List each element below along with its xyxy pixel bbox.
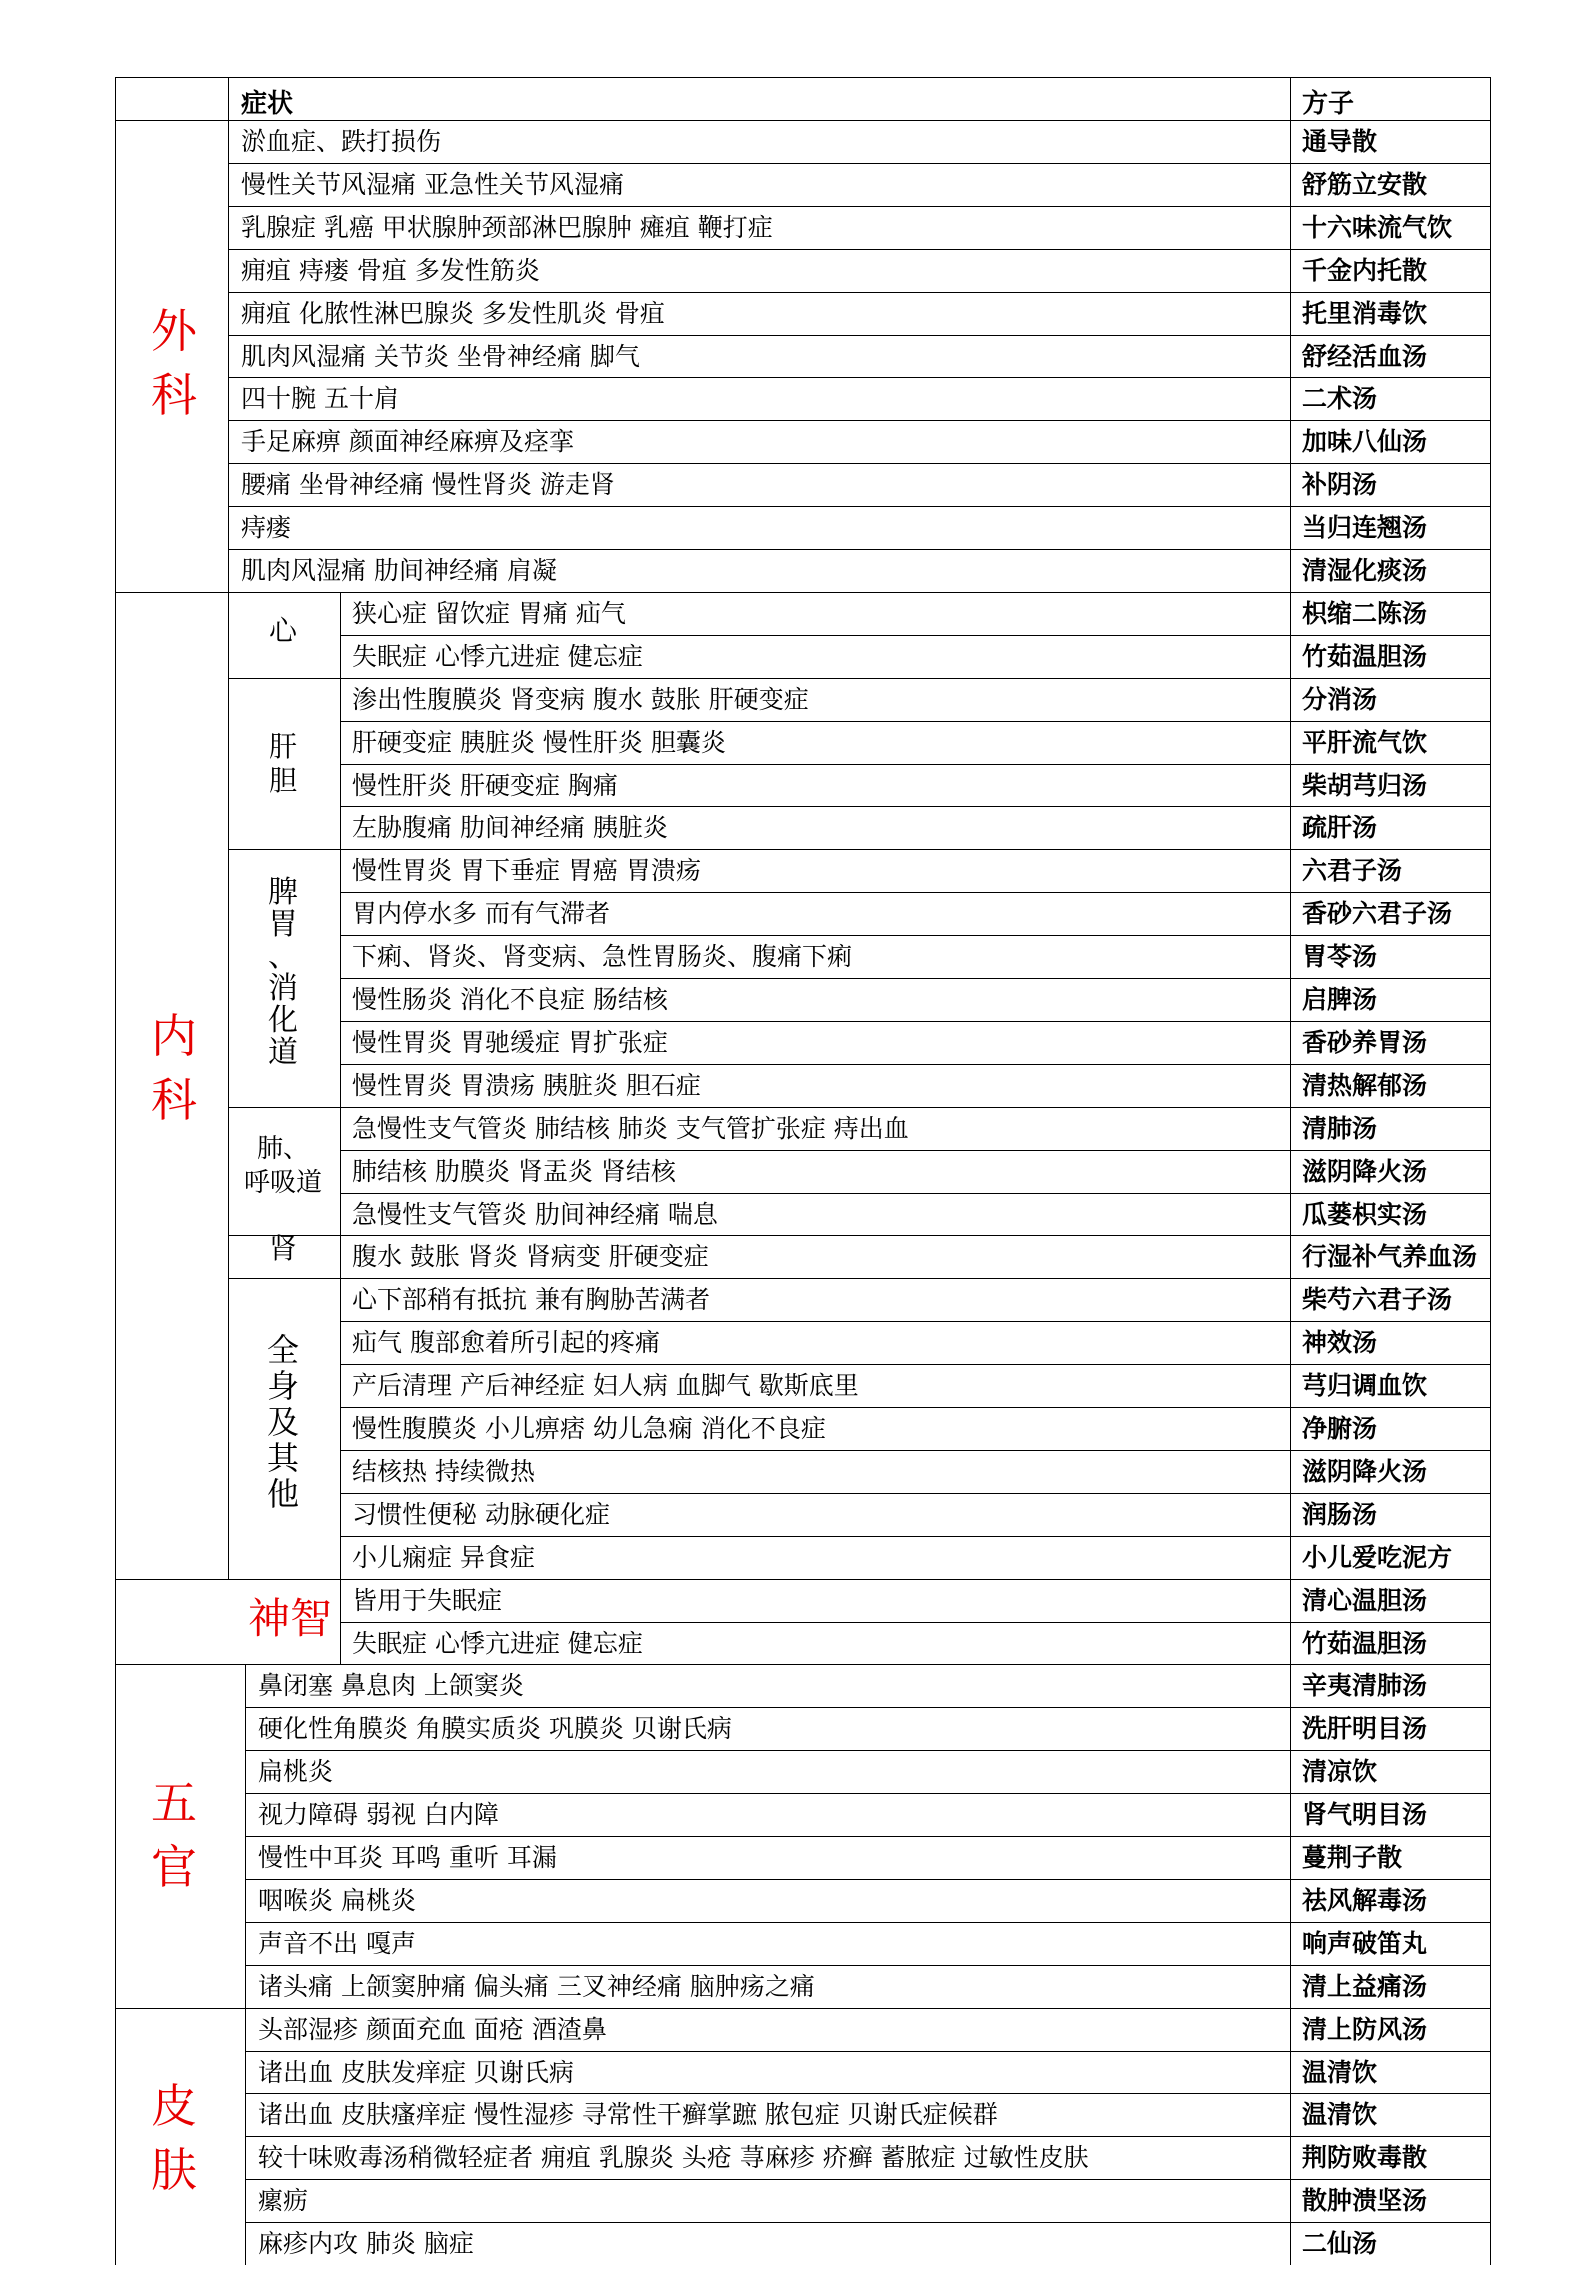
category-pifu: 皮 肤 (151, 2079, 197, 2197)
prescription-cell: 芎归调血饮 (1302, 1371, 1428, 1401)
grid-line (228, 292, 1490, 293)
symptom-cell: 急慢性支气管炎 肋间神经痛 喘息 (352, 1199, 718, 1229)
symptom-cell: 慢性关节风湿痛 亚急性关节风湿痛 (241, 169, 624, 199)
grid-line (245, 1836, 1490, 1837)
symptom-cell: 麻疹内攻 肺炎 脑症 (258, 2229, 474, 2259)
symptom-cell: 视力障碍 弱视 白内障 (258, 1800, 499, 1830)
symptom-cell: 左胁腹痛 肋间神经痛 胰脏炎 (352, 813, 668, 843)
symptom-cell: 腹水 鼓胀 肾炎 肾病变 肝硬变症 (352, 1242, 709, 1272)
prescription-cell: 蔓荆子散 (1302, 1843, 1403, 1872)
grid-line (340, 1536, 1490, 1537)
prescription-cell: 加味八仙汤 (1302, 427, 1428, 457)
prescription-cell: 十六味流气饮 (1302, 212, 1453, 242)
symptom-cell: 肺结核 肋膜炎 肾盂炎 肾结核 (352, 1156, 676, 1186)
symptom-cell: 头部湿疹 颜面充血 面疮 酒渣鼻 (258, 2014, 607, 2044)
grid-line (340, 1021, 1490, 1022)
prescription-cell: 当归连翘汤 (1302, 513, 1428, 543)
grid-line (245, 1879, 1490, 1880)
grid-line (115, 1664, 1490, 1665)
grid-line (245, 1664, 246, 2265)
grid-line (1290, 77, 1291, 2265)
prescription-cell: 温清饮 (1302, 2057, 1378, 2087)
symptom-cell: 痔瘘 (241, 513, 292, 543)
prescription-cell: 清上益痛汤 (1302, 1971, 1428, 2001)
subcategory-fei: 肺、 呼吸道 (243, 1134, 322, 1198)
prescription-header: 方子 (1302, 89, 1355, 119)
prescription-cell: 辛夷清肺汤 (1302, 1671, 1428, 1701)
prescription-cell: 香砂养胃汤 (1302, 1027, 1428, 1057)
grid-line (340, 1407, 1490, 1408)
symptom-cell: 胃内停水多 而有气滞者 (352, 899, 610, 929)
symptom-cell: 咽喉炎 扁桃炎 (258, 1885, 416, 1915)
grid-line (115, 77, 1490, 78)
prescription-cell: 温清饮 (1302, 2100, 1378, 2130)
subcategory-quanshen: 全 身 及 其 他 (266, 1331, 299, 1513)
prescription-cell: 通导散 (1302, 127, 1378, 156)
symptom-cell: 硬化性角膜炎 角膜实质炎 巩膜炎 贝谢氏病 (258, 1714, 732, 1744)
prescription-cell: 分消汤 (1302, 684, 1378, 714)
grid-line (340, 721, 1490, 722)
symptom-cell: 慢性腹膜炎 小儿痹痞 幼儿急痫 消化不良症 (352, 1414, 826, 1443)
symptom-cell: 慢性肠炎 消化不良症 肠结核 (352, 985, 668, 1014)
grid-line (228, 506, 1490, 507)
grid-line (228, 1278, 1490, 1279)
symptom-header: 症状 (241, 89, 294, 119)
prescription-cell: 洗肝明目汤 (1302, 1714, 1428, 1744)
prescription-cell: 散肿溃坚汤 (1302, 2186, 1428, 2216)
grid-line (115, 592, 1490, 593)
grid-line (340, 1064, 1490, 1065)
prescription-cell: 神效汤 (1302, 1328, 1378, 1358)
prescription-cell: 补阴汤 (1302, 470, 1378, 500)
prescription-cell: 响声破笛丸 (1302, 1928, 1428, 1958)
symptom-cell: 下痢、肾炎、肾变病、急性胃肠炎、腹痛下痢 (352, 942, 853, 972)
grid-line (245, 1965, 1490, 1966)
prescription-cell: 小儿爱吃泥方 (1302, 1542, 1453, 1572)
category-neike: 内 科 (151, 1009, 197, 1127)
grid-line (228, 463, 1490, 464)
symptom-cell: 渗出性腹膜炎 肾变病 腹水 鼓胀 肝硬变症 (352, 684, 809, 714)
prescription-cell: 香砂六君子汤 (1302, 899, 1453, 929)
symptom-cell: 扁桃炎 (258, 1757, 334, 1787)
symptom-cell: 淤血症、跌打损伤 (241, 127, 442, 156)
symptom-cell: 诸出血 皮肤瘙痒症 慢性湿疹 寻常性干癣掌蹠 脓包症 贝谢氏症候群 (258, 2100, 998, 2130)
symptom-cell: 肌肉风湿痛 肋间神经痛 肩凝 (241, 556, 557, 585)
symptom-cell: 瘰疬 (258, 2186, 309, 2216)
prescription-cell: 祛风解毒汤 (1302, 1885, 1428, 1915)
symptom-cell: 肌肉风湿痛 关节炎 坐骨神经痛 脚气 (241, 341, 640, 371)
grid-line (340, 1321, 1490, 1322)
grid-line (245, 1922, 1490, 1923)
grid-line (228, 549, 1490, 550)
prescription-cell: 柴芍六君子汤 (1302, 1285, 1453, 1315)
grid-line (115, 120, 1490, 121)
prescription-cell: 二术汤 (1302, 384, 1378, 414)
subcategory-xin: 心 (268, 614, 297, 647)
symptom-cell: 心下部稍有抵抗 兼有胸胁苦满者 (352, 1285, 710, 1315)
grid-line (340, 1193, 1490, 1194)
symptom-cell: 慢性胃炎 胃下垂症 胃癌 胃溃疡 (352, 856, 701, 886)
symptom-cell: 鼻闭塞 鼻息肉 上颌窦炎 (258, 1671, 524, 1701)
prescription-cell: 清肺汤 (1302, 1113, 1378, 1143)
prescription-cell: 清上防风汤 (1302, 2014, 1428, 2044)
prescription-cell: 竹茹温胆汤 (1302, 641, 1428, 671)
grid-line (228, 249, 1490, 250)
grid-line (228, 592, 229, 1579)
prescription-cell: 润肠汤 (1302, 1499, 1378, 1529)
grid-line (340, 1493, 1490, 1494)
prescription-cell: 舒经活血汤 (1302, 341, 1428, 371)
grid-line (228, 1107, 1490, 1108)
symptom-cell: 较十味败毒汤稍微轻症者 痈疽 乳腺炎 头疮 荨麻疹 疥癣 蓄脓症 过敏性皮肤 (258, 2143, 1089, 2173)
category-shenzhi: 神智 (247, 1594, 332, 1643)
prescription-cell: 净腑汤 (1302, 1414, 1378, 1443)
grid-line (1490, 77, 1491, 2265)
grid-line (245, 1793, 1490, 1794)
symptom-cell: 小儿痫症 异食症 (352, 1542, 535, 1572)
grid-line (228, 377, 1490, 378)
prescription-cell: 胃苓汤 (1302, 942, 1378, 972)
grid-line (228, 77, 229, 120)
symptom-cell: 痈疽 痔瘘 骨疽 多发性筋炎 (241, 255, 540, 285)
prescription-cell: 行湿补气养血汤 (1302, 1242, 1478, 1272)
prescription-cell: 瓜蒌枳实汤 (1302, 1199, 1428, 1229)
prescription-cell: 枳缩二陈汤 (1302, 598, 1428, 628)
grid-line (340, 592, 341, 1665)
grid-line (340, 1622, 1490, 1623)
symptom-cell: 痈疽 化脓性淋巴腺炎 多发性肌炎 骨疽 (241, 298, 665, 328)
symptom-cell: 诸头痛 上颌窦肿痛 偏头痛 三叉神经痛 脑肿疡之痛 (258, 1971, 815, 2001)
prescription-cell: 清凉饮 (1302, 1757, 1378, 1787)
grid-line (245, 2136, 1490, 2137)
prescription-cell: 肾气明目汤 (1302, 1800, 1428, 1830)
grid-line (340, 978, 1490, 979)
prescription-cell: 清热解郁汤 (1302, 1070, 1428, 1100)
category-waike: 外 科 (151, 304, 197, 422)
prescription-cell: 荆防败毒散 (1302, 2143, 1428, 2173)
grid-line (115, 2008, 1490, 2009)
prescription-cell: 托里消毒饮 (1302, 298, 1428, 328)
grid-line (228, 678, 1490, 679)
subcategory-gandan: 肝 胆 (268, 730, 297, 797)
prescription-cell: 启脾汤 (1302, 985, 1378, 1014)
symptom-cell: 疝气 腹部愈着所引起的疼痛 (352, 1328, 660, 1358)
grid-line (340, 1364, 1490, 1365)
symptom-cell: 失眠症 心悸亢进症 健忘症 (352, 641, 643, 671)
subcategory-piwei: 脾 胃 、 消 化 道 (268, 875, 298, 1070)
grid-line (228, 120, 229, 592)
symptom-cell: 四十腕 五十肩 (241, 384, 399, 414)
grid-line (228, 849, 1490, 850)
symptom-cell: 急慢性支气管炎 肺结核 肺炎 支气管扩张症 痔出血 (352, 1113, 909, 1143)
grid-line (245, 2222, 1490, 2223)
symptom-cell: 狭心症 留饮症 胃痛 疝气 (352, 598, 626, 628)
grid-line (340, 635, 1490, 636)
grid-line (115, 1579, 1490, 1580)
prescription-cell: 滋阴降火汤 (1302, 1456, 1428, 1486)
grid-line (245, 2179, 1490, 2180)
grid-line (115, 77, 116, 2265)
grid-line (340, 1150, 1490, 1151)
grid-line (340, 892, 1490, 893)
grid-line (245, 1707, 1490, 1708)
grid-line (340, 1450, 1490, 1451)
symptom-cell: 诸出血 皮肤发痒症 贝谢氏病 (258, 2057, 574, 2087)
grid-line (340, 764, 1490, 765)
grid-line (245, 2051, 1490, 2052)
grid-line (245, 2093, 1490, 2094)
grid-line (228, 335, 1490, 336)
category-wuguan: 五 官 (151, 1776, 197, 1894)
symptom-cell: 乳腺症 乳癌 甲状腺肿颈部淋巴腺肿 瘫疽 鞭打症 (241, 212, 773, 242)
prescription-cell: 千金内托散 (1302, 255, 1428, 285)
symptom-cell: 慢性胃炎 胃溃疡 胰脏炎 胆石症 (352, 1070, 701, 1100)
symptom-cell: 慢性胃炎 胃驰缓症 胃扩张症 (352, 1027, 668, 1057)
grid-line (228, 206, 1490, 207)
symptom-cell: 手足麻痹 颜面神经麻痹及痉挛 (241, 427, 574, 457)
grid-line (340, 806, 1490, 807)
prescription-cell: 六君子汤 (1302, 856, 1403, 886)
prescription-cell: 舒筋立安散 (1302, 169, 1428, 199)
symptom-cell: 肝硬变症 胰脏炎 慢性肝炎 胆囊炎 (352, 727, 726, 757)
symptom-cell: 慢性肝炎 肝硬变症 胸痛 (352, 770, 618, 800)
symptom-cell: 产后清理 产后神经症 妇人病 血脚气 歇斯底里 (352, 1371, 859, 1401)
grid-line (228, 420, 1490, 421)
symptom-cell: 声音不出 嘎声 (258, 1928, 416, 1958)
grid-line (228, 163, 1490, 164)
prescription-cell: 柴胡芎归汤 (1302, 770, 1428, 800)
symptom-cell: 慢性中耳炎 耳鸣 重听 耳漏 (258, 1843, 557, 1872)
prescription-cell: 平肝流气饮 (1302, 727, 1428, 757)
prescription-cell: 疏肝汤 (1302, 813, 1378, 843)
prescription-cell: 竹茹温胆汤 (1302, 1628, 1428, 1658)
grid-line (340, 935, 1490, 936)
symptom-cell: 习惯性便秘 动脉硬化症 (352, 1499, 610, 1529)
grid-line (228, 1235, 1490, 1236)
prescription-cell: 二仙汤 (1302, 2229, 1378, 2259)
subcategory-shen: 肾 (268, 1232, 297, 1265)
remedy-table (115, 77, 1490, 2267)
grid-line (245, 1750, 1490, 1751)
symptom-cell: 皆用于失眠症 (352, 1585, 503, 1615)
prescription-cell: 滋阴降火汤 (1302, 1156, 1428, 1186)
symptom-cell: 腰痛 坐骨神经痛 慢性肾炎 游走肾 (241, 470, 615, 500)
symptom-cell: 结核热 持续微热 (352, 1456, 535, 1486)
symptom-cell: 失眠症 心悸亢进症 健忘症 (352, 1628, 643, 1658)
prescription-cell: 清湿化痰汤 (1302, 556, 1428, 585)
prescription-cell: 清心温胆汤 (1302, 1585, 1428, 1615)
